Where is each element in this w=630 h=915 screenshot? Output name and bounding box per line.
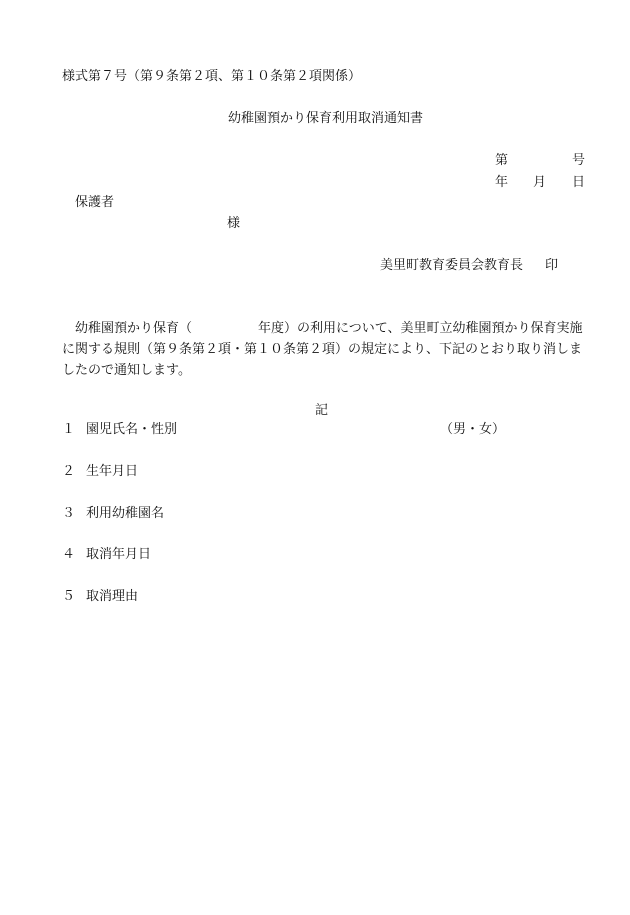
list-item (62, 546, 151, 563)
body-line-1-end: 年度）の利用について、美里町立幼稚園預かり保育実施 (258, 321, 583, 336)
gender-choice: （男・女） (440, 422, 506, 437)
item-label: 取消理由 (86, 589, 139, 604)
item-number: ５ (62, 589, 76, 604)
item-label: 取消年月日 (86, 547, 152, 562)
document-number-prefix: 第 (495, 153, 509, 168)
document-number-suffix: 号 (572, 153, 586, 168)
ki-heading: 記 (315, 403, 329, 418)
list-item (62, 588, 138, 605)
body-line-1-start: 幼稚園預かり保育（ (75, 321, 193, 336)
seal-mark: 印 (545, 258, 559, 273)
document-title: 幼稚園預かり保育利用取消通知書 (228, 111, 424, 126)
item-number: １ (62, 422, 76, 437)
honorific-sama: 様 (227, 216, 241, 231)
list-item (62, 505, 164, 522)
list-item (62, 463, 138, 480)
item-number: ３ (62, 506, 76, 521)
item-label: 園児氏名・性別 (86, 422, 178, 437)
date-day-label: 日 (572, 175, 586, 190)
body-line-1 (62, 318, 592, 339)
date-year-label: 年 (495, 175, 509, 190)
item-number: ２ (62, 464, 76, 479)
guardian-label: 保護者 (75, 195, 115, 210)
body-line-2: に関する規則（第９条第２項・第１０条第２項）の規定により、下記のとおり取り消しま (62, 342, 583, 357)
body-line-3: したので通知します。 (62, 363, 191, 378)
form-number: 様式第７号（第９条第２項、第１０条第２項関係） (62, 69, 362, 84)
issuer-name: 美里町教育委員会教育長 (380, 258, 524, 273)
item-label: 生年月日 (86, 464, 139, 479)
list-item (62, 421, 177, 438)
item-label: 利用幼稚園名 (86, 506, 165, 521)
date-month-label: 月 (533, 175, 547, 190)
notice-body (62, 318, 592, 381)
item-number: ４ (62, 547, 76, 562)
